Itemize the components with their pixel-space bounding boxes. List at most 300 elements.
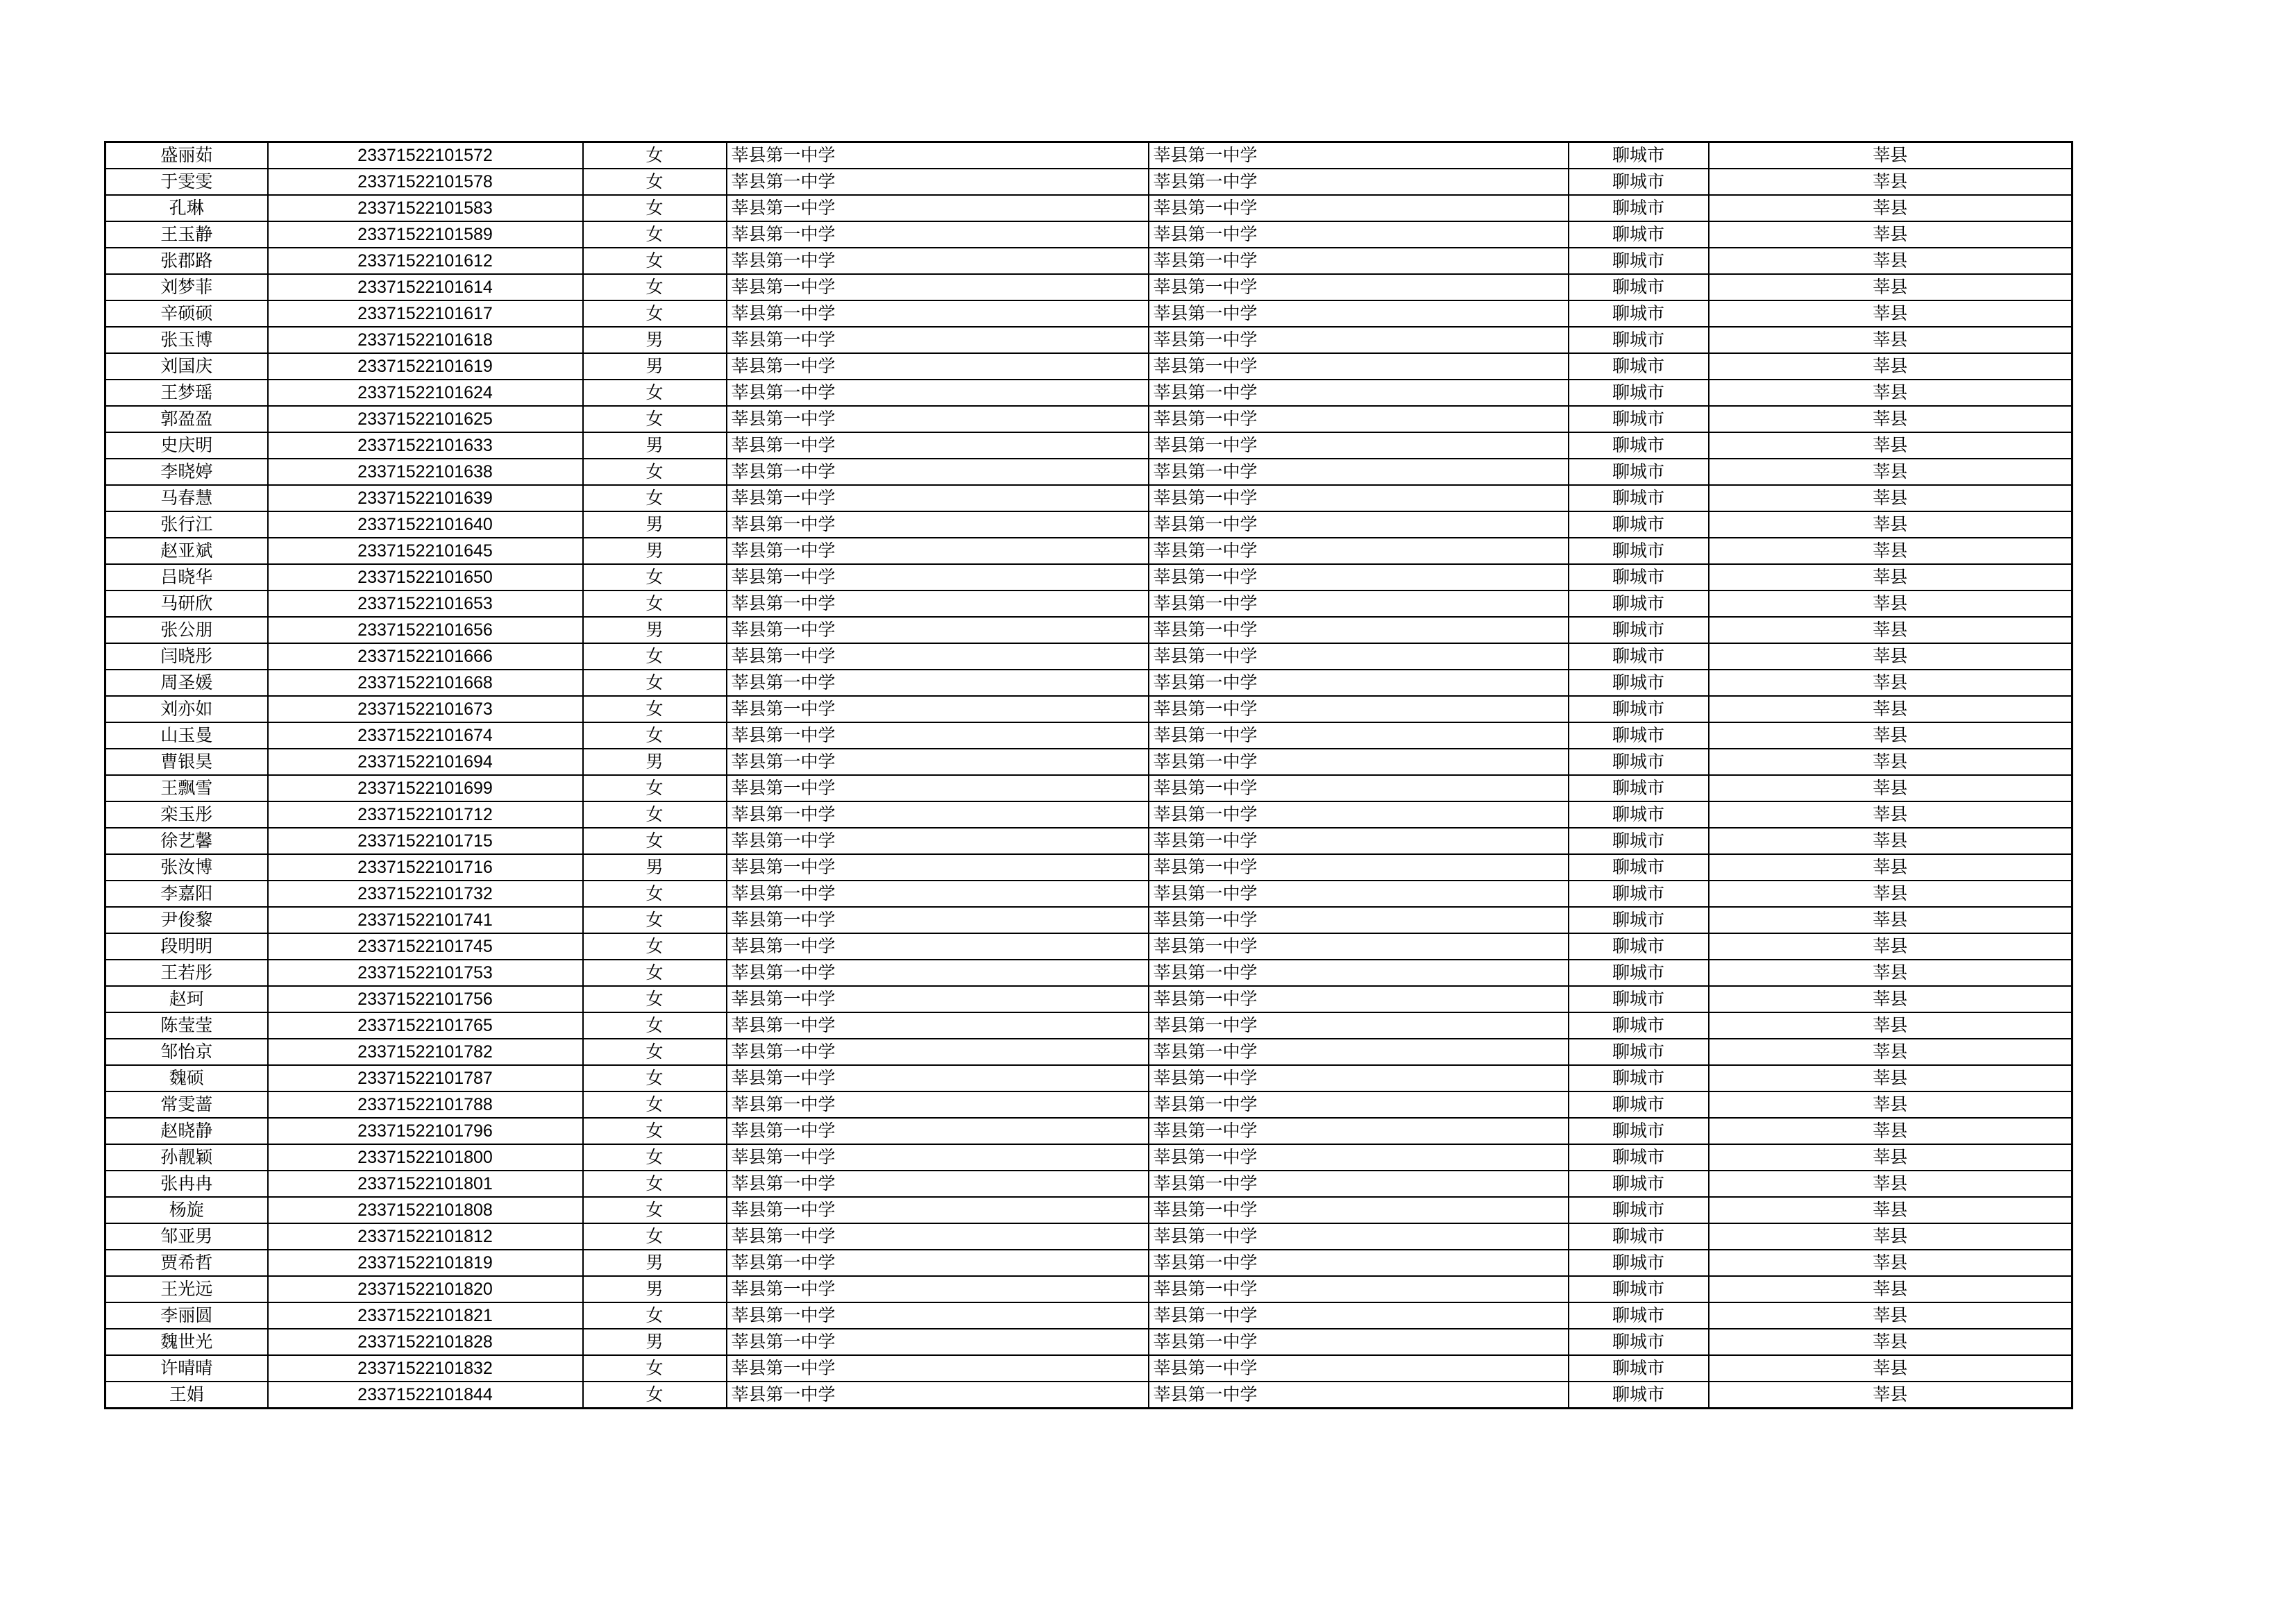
city-cell: 聊城市 bbox=[1569, 300, 1709, 327]
gender-cell: 女 bbox=[583, 1302, 727, 1329]
school-cell: 莘县第一中学 bbox=[727, 986, 1149, 1012]
student-name-cell: 王玉静 bbox=[105, 221, 268, 248]
exam-site-cell: 莘县第一中学 bbox=[1149, 274, 1569, 300]
city-cell: 聊城市 bbox=[1569, 1223, 1709, 1250]
table-row bbox=[105, 274, 2073, 300]
school-cell: 莘县第一中学 bbox=[727, 485, 1149, 511]
student-name-cell: 赵珂 bbox=[105, 986, 268, 1012]
county-cell: 莘县 bbox=[1709, 1276, 2073, 1302]
student-name-cell: 李晓婷 bbox=[105, 459, 268, 485]
school-cell: 莘县第一中学 bbox=[727, 670, 1149, 696]
table-row bbox=[105, 1250, 2073, 1276]
table-row bbox=[105, 1197, 2073, 1223]
table-row bbox=[105, 511, 2073, 538]
county-cell: 莘县 bbox=[1709, 353, 2073, 380]
roster-body bbox=[105, 142, 2073, 1409]
county-cell: 莘县 bbox=[1709, 1065, 2073, 1091]
exam-site-cell: 莘县第一中学 bbox=[1149, 1039, 1569, 1065]
school-cell: 莘县第一中学 bbox=[727, 248, 1149, 274]
exam-number-cell: 23371522101674 bbox=[268, 722, 583, 749]
student-name-cell: 于雯雯 bbox=[105, 169, 268, 195]
gender-cell: 女 bbox=[583, 300, 727, 327]
city-cell: 聊城市 bbox=[1569, 986, 1709, 1012]
school-cell: 莘县第一中学 bbox=[727, 1118, 1149, 1144]
county-cell: 莘县 bbox=[1709, 300, 2073, 327]
school-cell: 莘县第一中学 bbox=[727, 538, 1149, 564]
county-cell: 莘县 bbox=[1709, 801, 2073, 828]
gender-cell: 女 bbox=[583, 142, 727, 169]
exam-site-cell: 莘县第一中学 bbox=[1149, 1012, 1569, 1039]
city-cell: 聊城市 bbox=[1569, 801, 1709, 828]
exam-site-cell: 莘县第一中学 bbox=[1149, 221, 1569, 248]
exam-number-cell: 23371522101832 bbox=[268, 1355, 583, 1382]
exam-number-cell: 23371522101614 bbox=[268, 274, 583, 300]
student-name-cell: 郭盈盈 bbox=[105, 406, 268, 432]
school-cell: 莘县第一中学 bbox=[727, 881, 1149, 907]
city-cell: 聊城市 bbox=[1569, 670, 1709, 696]
table-row bbox=[105, 1118, 2073, 1144]
school-cell: 莘县第一中学 bbox=[727, 300, 1149, 327]
school-cell: 莘县第一中学 bbox=[727, 327, 1149, 353]
gender-cell: 女 bbox=[583, 590, 727, 617]
county-cell: 莘县 bbox=[1709, 854, 2073, 881]
school-cell: 莘县第一中学 bbox=[727, 960, 1149, 986]
school-cell: 莘县第一中学 bbox=[727, 1091, 1149, 1118]
school-cell: 莘县第一中学 bbox=[727, 432, 1149, 459]
student-name-cell: 周圣媛 bbox=[105, 670, 268, 696]
gender-cell: 女 bbox=[583, 1012, 727, 1039]
exam-number-cell: 23371522101640 bbox=[268, 511, 583, 538]
school-cell: 莘县第一中学 bbox=[727, 1329, 1149, 1355]
student-name-cell: 李丽圆 bbox=[105, 1302, 268, 1329]
student-name-cell: 孙靓颖 bbox=[105, 1144, 268, 1171]
city-cell: 聊城市 bbox=[1569, 564, 1709, 590]
student-name-cell: 孔琳 bbox=[105, 195, 268, 221]
county-cell: 莘县 bbox=[1709, 538, 2073, 564]
city-cell: 聊城市 bbox=[1569, 1012, 1709, 1039]
county-cell: 莘县 bbox=[1709, 248, 2073, 274]
school-cell: 莘县第一中学 bbox=[727, 696, 1149, 722]
student-name-cell: 曹银昊 bbox=[105, 749, 268, 775]
school-cell: 莘县第一中学 bbox=[727, 1302, 1149, 1329]
gender-cell: 女 bbox=[583, 564, 727, 590]
exam-number-cell: 23371522101812 bbox=[268, 1223, 583, 1250]
city-cell: 聊城市 bbox=[1569, 511, 1709, 538]
county-cell: 莘县 bbox=[1709, 564, 2073, 590]
gender-cell: 女 bbox=[583, 1355, 727, 1382]
table-row bbox=[105, 248, 2073, 274]
exam-number-cell: 23371522101800 bbox=[268, 1144, 583, 1171]
school-cell: 莘县第一中学 bbox=[727, 1171, 1149, 1197]
city-cell: 聊城市 bbox=[1569, 380, 1709, 406]
student-name-cell: 盛丽茹 bbox=[105, 142, 268, 169]
exam-site-cell: 莘县第一中学 bbox=[1149, 1223, 1569, 1250]
exam-number-cell: 23371522101699 bbox=[268, 775, 583, 801]
exam-site-cell: 莘县第一中学 bbox=[1149, 1065, 1569, 1091]
school-cell: 莘县第一中学 bbox=[727, 722, 1149, 749]
student-name-cell: 贾希哲 bbox=[105, 1250, 268, 1276]
exam-site-cell: 莘县第一中学 bbox=[1149, 749, 1569, 775]
student-name-cell: 刘国庆 bbox=[105, 353, 268, 380]
exam-number-cell: 23371522101619 bbox=[268, 353, 583, 380]
exam-number-cell: 23371522101808 bbox=[268, 1197, 583, 1223]
table-row bbox=[105, 1329, 2073, 1355]
county-cell: 莘县 bbox=[1709, 828, 2073, 854]
county-cell: 莘县 bbox=[1709, 1302, 2073, 1329]
exam-number-cell: 23371522101639 bbox=[268, 485, 583, 511]
county-cell: 莘县 bbox=[1709, 1171, 2073, 1197]
gender-cell: 男 bbox=[583, 353, 727, 380]
gender-cell: 女 bbox=[583, 1197, 727, 1223]
table-row bbox=[105, 775, 2073, 801]
student-name-cell: 王娟 bbox=[105, 1382, 268, 1409]
city-cell: 聊城市 bbox=[1569, 142, 1709, 169]
gender-cell: 男 bbox=[583, 511, 727, 538]
city-cell: 聊城市 bbox=[1569, 406, 1709, 432]
table-row bbox=[105, 1382, 2073, 1409]
exam-number-cell: 23371522101796 bbox=[268, 1118, 583, 1144]
gender-cell: 男 bbox=[583, 538, 727, 564]
student-name-cell: 马春慧 bbox=[105, 485, 268, 511]
county-cell: 莘县 bbox=[1709, 1382, 2073, 1409]
school-cell: 莘县第一中学 bbox=[727, 511, 1149, 538]
county-cell: 莘县 bbox=[1709, 432, 2073, 459]
gender-cell: 女 bbox=[583, 986, 727, 1012]
student-name-cell: 王梦瑶 bbox=[105, 380, 268, 406]
city-cell: 聊城市 bbox=[1569, 538, 1709, 564]
exam-number-cell: 23371522101801 bbox=[268, 1171, 583, 1197]
exam-site-cell: 莘县第一中学 bbox=[1149, 960, 1569, 986]
school-cell: 莘县第一中学 bbox=[727, 1144, 1149, 1171]
table-row bbox=[105, 432, 2073, 459]
school-cell: 莘县第一中学 bbox=[727, 854, 1149, 881]
exam-site-cell: 莘县第一中学 bbox=[1149, 1171, 1569, 1197]
county-cell: 莘县 bbox=[1709, 722, 2073, 749]
gender-cell: 女 bbox=[583, 1065, 727, 1091]
exam-site-cell: 莘县第一中学 bbox=[1149, 670, 1569, 696]
county-cell: 莘县 bbox=[1709, 380, 2073, 406]
exam-number-cell: 23371522101694 bbox=[268, 749, 583, 775]
exam-number-cell: 23371522101578 bbox=[268, 169, 583, 195]
table-row bbox=[105, 406, 2073, 432]
exam-number-cell: 23371522101673 bbox=[268, 696, 583, 722]
gender-cell: 女 bbox=[583, 960, 727, 986]
exam-site-cell: 莘县第一中学 bbox=[1149, 854, 1569, 881]
city-cell: 聊城市 bbox=[1569, 195, 1709, 221]
exam-site-cell: 莘县第一中学 bbox=[1149, 881, 1569, 907]
county-cell: 莘县 bbox=[1709, 670, 2073, 696]
exam-site-cell: 莘县第一中学 bbox=[1149, 485, 1569, 511]
gender-cell: 女 bbox=[583, 775, 727, 801]
exam-site-cell: 莘县第一中学 bbox=[1149, 432, 1569, 459]
city-cell: 聊城市 bbox=[1569, 1171, 1709, 1197]
table-row bbox=[105, 300, 2073, 327]
table-row bbox=[105, 1276, 2073, 1302]
student-name-cell: 王光远 bbox=[105, 1276, 268, 1302]
county-cell: 莘县 bbox=[1709, 142, 2073, 169]
gender-cell: 女 bbox=[583, 485, 727, 511]
city-cell: 聊城市 bbox=[1569, 696, 1709, 722]
county-cell: 莘县 bbox=[1709, 511, 2073, 538]
student-name-cell: 张冉冉 bbox=[105, 1171, 268, 1197]
county-cell: 莘县 bbox=[1709, 221, 2073, 248]
county-cell: 莘县 bbox=[1709, 169, 2073, 195]
table-row bbox=[105, 169, 2073, 195]
gender-cell: 女 bbox=[583, 1039, 727, 1065]
student-name-cell: 马研欣 bbox=[105, 590, 268, 617]
city-cell: 聊城市 bbox=[1569, 1091, 1709, 1118]
table-row bbox=[105, 142, 2073, 169]
city-cell: 聊城市 bbox=[1569, 353, 1709, 380]
student-name-cell: 吕晓华 bbox=[105, 564, 268, 590]
city-cell: 聊城市 bbox=[1569, 828, 1709, 854]
city-cell: 聊城市 bbox=[1569, 1302, 1709, 1329]
city-cell: 聊城市 bbox=[1569, 722, 1709, 749]
table-row bbox=[105, 353, 2073, 380]
table-row bbox=[105, 221, 2073, 248]
student-name-cell: 赵晓静 bbox=[105, 1118, 268, 1144]
exam-site-cell: 莘县第一中学 bbox=[1149, 643, 1569, 670]
exam-number-cell: 23371522101828 bbox=[268, 1329, 583, 1355]
table-row bbox=[105, 538, 2073, 564]
exam-number-cell: 23371522101745 bbox=[268, 933, 583, 960]
table-row bbox=[105, 1223, 2073, 1250]
gender-cell: 女 bbox=[583, 1144, 727, 1171]
exam-site-cell: 莘县第一中学 bbox=[1149, 722, 1569, 749]
school-cell: 莘县第一中学 bbox=[727, 169, 1149, 195]
gender-cell: 男 bbox=[583, 617, 727, 643]
exam-site-cell: 莘县第一中学 bbox=[1149, 1329, 1569, 1355]
student-name-cell: 徐艺馨 bbox=[105, 828, 268, 854]
school-cell: 莘县第一中学 bbox=[727, 1065, 1149, 1091]
county-cell: 莘县 bbox=[1709, 1012, 2073, 1039]
gender-cell: 女 bbox=[583, 406, 727, 432]
exam-number-cell: 23371522101653 bbox=[268, 590, 583, 617]
exam-site-cell: 莘县第一中学 bbox=[1149, 696, 1569, 722]
exam-number-cell: 23371522101618 bbox=[268, 327, 583, 353]
exam-site-cell: 莘县第一中学 bbox=[1149, 617, 1569, 643]
table-row bbox=[105, 1144, 2073, 1171]
exam-number-cell: 23371522101820 bbox=[268, 1276, 583, 1302]
county-cell: 莘县 bbox=[1709, 617, 2073, 643]
exam-number-cell: 23371522101782 bbox=[268, 1039, 583, 1065]
table-row bbox=[105, 327, 2073, 353]
school-cell: 莘县第一中学 bbox=[727, 933, 1149, 960]
city-cell: 聊城市 bbox=[1569, 1065, 1709, 1091]
gender-cell: 女 bbox=[583, 828, 727, 854]
table-row bbox=[105, 960, 2073, 986]
exam-site-cell: 莘县第一中学 bbox=[1149, 511, 1569, 538]
gender-cell: 男 bbox=[583, 749, 727, 775]
city-cell: 聊城市 bbox=[1569, 590, 1709, 617]
table-row bbox=[105, 1091, 2073, 1118]
exam-site-cell: 莘县第一中学 bbox=[1149, 564, 1569, 590]
county-cell: 莘县 bbox=[1709, 696, 2073, 722]
county-cell: 莘县 bbox=[1709, 960, 2073, 986]
city-cell: 聊城市 bbox=[1569, 933, 1709, 960]
table-row bbox=[105, 854, 2073, 881]
county-cell: 莘县 bbox=[1709, 274, 2073, 300]
exam-site-cell: 莘县第一中学 bbox=[1149, 801, 1569, 828]
gender-cell: 女 bbox=[583, 1171, 727, 1197]
city-cell: 聊城市 bbox=[1569, 854, 1709, 881]
city-cell: 聊城市 bbox=[1569, 432, 1709, 459]
table-row bbox=[105, 617, 2073, 643]
gender-cell: 女 bbox=[583, 907, 727, 933]
table-row bbox=[105, 564, 2073, 590]
exam-site-cell: 莘县第一中学 bbox=[1149, 1118, 1569, 1144]
gender-cell: 女 bbox=[583, 169, 727, 195]
student-name-cell: 杨旋 bbox=[105, 1197, 268, 1223]
county-cell: 莘县 bbox=[1709, 1091, 2073, 1118]
county-cell: 莘县 bbox=[1709, 485, 2073, 511]
student-name-cell: 闫晓彤 bbox=[105, 643, 268, 670]
school-cell: 莘县第一中学 bbox=[727, 406, 1149, 432]
exam-site-cell: 莘县第一中学 bbox=[1149, 1250, 1569, 1276]
table-row bbox=[105, 907, 2073, 933]
exam-site-cell: 莘县第一中学 bbox=[1149, 195, 1569, 221]
student-name-cell: 张郡路 bbox=[105, 248, 268, 274]
city-cell: 聊城市 bbox=[1569, 1144, 1709, 1171]
gender-cell: 女 bbox=[583, 643, 727, 670]
exam-site-cell: 莘县第一中学 bbox=[1149, 1355, 1569, 1382]
exam-number-cell: 23371522101753 bbox=[268, 960, 583, 986]
exam-number-cell: 23371522101765 bbox=[268, 1012, 583, 1039]
student-name-cell: 辛硕硕 bbox=[105, 300, 268, 327]
student-name-cell: 王飘雪 bbox=[105, 775, 268, 801]
school-cell: 莘县第一中学 bbox=[727, 1197, 1149, 1223]
table-row bbox=[105, 828, 2073, 854]
city-cell: 聊城市 bbox=[1569, 1355, 1709, 1382]
exam-site-cell: 莘县第一中学 bbox=[1149, 300, 1569, 327]
gender-cell: 女 bbox=[583, 1382, 727, 1409]
exam-site-cell: 莘县第一中学 bbox=[1149, 1197, 1569, 1223]
county-cell: 莘县 bbox=[1709, 590, 2073, 617]
exam-number-cell: 23371522101732 bbox=[268, 881, 583, 907]
school-cell: 莘县第一中学 bbox=[727, 590, 1149, 617]
school-cell: 莘县第一中学 bbox=[727, 907, 1149, 933]
county-cell: 莘县 bbox=[1709, 195, 2073, 221]
student-name-cell: 张汝博 bbox=[105, 854, 268, 881]
gender-cell: 女 bbox=[583, 1223, 727, 1250]
city-cell: 聊城市 bbox=[1569, 1197, 1709, 1223]
table-row bbox=[105, 986, 2073, 1012]
school-cell: 莘县第一中学 bbox=[727, 1223, 1149, 1250]
student-name-cell: 魏世光 bbox=[105, 1329, 268, 1355]
student-name-cell: 张玉博 bbox=[105, 327, 268, 353]
exam-number-cell: 23371522101617 bbox=[268, 300, 583, 327]
table-row bbox=[105, 1012, 2073, 1039]
exam-number-cell: 23371522101712 bbox=[268, 801, 583, 828]
table-row bbox=[105, 696, 2073, 722]
table-row bbox=[105, 1065, 2073, 1091]
exam-site-cell: 莘县第一中学 bbox=[1149, 828, 1569, 854]
table-row bbox=[105, 459, 2073, 485]
student-name-cell: 刘亦如 bbox=[105, 696, 268, 722]
table-row bbox=[105, 485, 2073, 511]
exam-number-cell: 23371522101624 bbox=[268, 380, 583, 406]
gender-cell: 女 bbox=[583, 380, 727, 406]
exam-site-cell: 莘县第一中学 bbox=[1149, 406, 1569, 432]
exam-number-cell: 23371522101788 bbox=[268, 1091, 583, 1118]
city-cell: 聊城市 bbox=[1569, 1118, 1709, 1144]
exam-number-cell: 23371522101741 bbox=[268, 907, 583, 933]
exam-number-cell: 23371522101668 bbox=[268, 670, 583, 696]
school-cell: 莘县第一中学 bbox=[727, 1012, 1149, 1039]
exam-site-cell: 莘县第一中学 bbox=[1149, 353, 1569, 380]
student-name-cell: 常雯蔷 bbox=[105, 1091, 268, 1118]
city-cell: 聊城市 bbox=[1569, 485, 1709, 511]
school-cell: 莘县第一中学 bbox=[727, 801, 1149, 828]
table-row bbox=[105, 801, 2073, 828]
exam-number-cell: 23371522101715 bbox=[268, 828, 583, 854]
gender-cell: 女 bbox=[583, 195, 727, 221]
exam-site-cell: 莘县第一中学 bbox=[1149, 775, 1569, 801]
exam-number-cell: 23371522101650 bbox=[268, 564, 583, 590]
student-name-cell: 邹亚男 bbox=[105, 1223, 268, 1250]
student-name-cell: 史庆明 bbox=[105, 432, 268, 459]
school-cell: 莘县第一中学 bbox=[727, 775, 1149, 801]
exam-site-cell: 莘县第一中学 bbox=[1149, 1276, 1569, 1302]
school-cell: 莘县第一中学 bbox=[727, 643, 1149, 670]
county-cell: 莘县 bbox=[1709, 1329, 2073, 1355]
school-cell: 莘县第一中学 bbox=[727, 749, 1149, 775]
school-cell: 莘县第一中学 bbox=[727, 1382, 1149, 1409]
gender-cell: 女 bbox=[583, 1118, 727, 1144]
table-row bbox=[105, 195, 2073, 221]
exam-number-cell: 23371522101583 bbox=[268, 195, 583, 221]
county-cell: 莘县 bbox=[1709, 749, 2073, 775]
table-row bbox=[105, 749, 2073, 775]
exam-site-cell: 莘县第一中学 bbox=[1149, 142, 1569, 169]
school-cell: 莘县第一中学 bbox=[727, 142, 1149, 169]
gender-cell: 女 bbox=[583, 221, 727, 248]
exam-site-cell: 莘县第一中学 bbox=[1149, 933, 1569, 960]
exam-site-cell: 莘县第一中学 bbox=[1149, 459, 1569, 485]
exam-number-cell: 23371522101819 bbox=[268, 1250, 583, 1276]
table-row bbox=[105, 670, 2073, 696]
school-cell: 莘县第一中学 bbox=[727, 1355, 1149, 1382]
student-name-cell: 段明明 bbox=[105, 933, 268, 960]
table-row bbox=[105, 590, 2073, 617]
city-cell: 聊城市 bbox=[1569, 643, 1709, 670]
student-roster-table bbox=[104, 141, 2073, 1409]
exam-number-cell: 23371522101612 bbox=[268, 248, 583, 274]
county-cell: 莘县 bbox=[1709, 1197, 2073, 1223]
school-cell: 莘县第一中学 bbox=[727, 828, 1149, 854]
student-name-cell: 山玉曼 bbox=[105, 722, 268, 749]
exam-site-cell: 莘县第一中学 bbox=[1149, 1091, 1569, 1118]
table-row bbox=[105, 643, 2073, 670]
school-cell: 莘县第一中学 bbox=[727, 353, 1149, 380]
gender-cell: 女 bbox=[583, 248, 727, 274]
school-cell: 莘县第一中学 bbox=[727, 459, 1149, 485]
city-cell: 聊城市 bbox=[1569, 169, 1709, 195]
table-row bbox=[105, 1171, 2073, 1197]
table-row bbox=[105, 933, 2073, 960]
exam-site-cell: 莘县第一中学 bbox=[1149, 590, 1569, 617]
exam-number-cell: 23371522101844 bbox=[268, 1382, 583, 1409]
exam-site-cell: 莘县第一中学 bbox=[1149, 380, 1569, 406]
county-cell: 莘县 bbox=[1709, 1355, 2073, 1382]
exam-number-cell: 23371522101645 bbox=[268, 538, 583, 564]
student-name-cell: 张行江 bbox=[105, 511, 268, 538]
gender-cell: 女 bbox=[583, 1091, 727, 1118]
gender-cell: 女 bbox=[583, 801, 727, 828]
gender-cell: 女 bbox=[583, 274, 727, 300]
student-name-cell: 陈莹莹 bbox=[105, 1012, 268, 1039]
gender-cell: 女 bbox=[583, 696, 727, 722]
